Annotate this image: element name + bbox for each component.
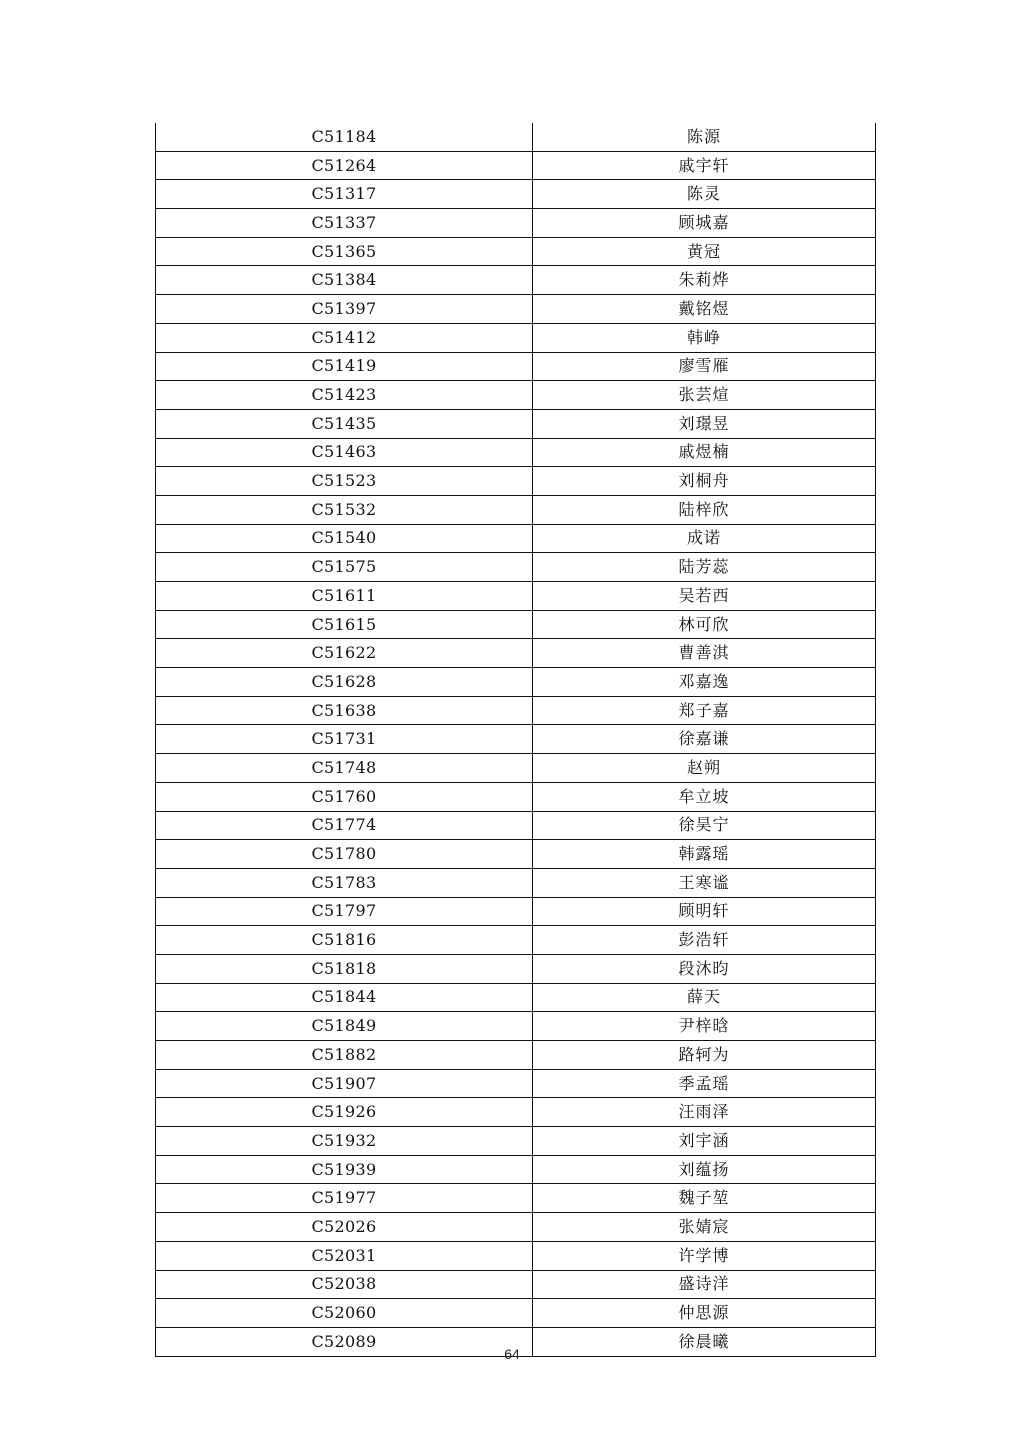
table-row [156,524,876,553]
student-name-cell: 陆梓欣 [533,495,876,524]
student-name-cell: 戚宇轩 [533,151,876,180]
student-name-cell: 盛诗洋 [533,1270,876,1299]
student-name-cell: 仲思源 [533,1299,876,1328]
student-id-cell: C51638 [156,696,533,725]
student-id-cell: C51849 [156,1012,533,1041]
student-name-cell: 薛天 [533,983,876,1012]
student-name-cell: 顾城嘉 [533,209,876,238]
student-name-cell: 尹梓晗 [533,1012,876,1041]
student-name-cell: 路轲为 [533,1041,876,1070]
table-row [156,954,876,983]
table-row [156,409,876,438]
student-name-cell: 吴若西 [533,582,876,611]
student-id-cell: C51264 [156,151,533,180]
table-row [156,209,876,238]
student-name-cell: 郑子嘉 [533,696,876,725]
student-id-cell: C51926 [156,1098,533,1127]
table-row [156,180,876,209]
table-row [156,323,876,352]
student-name-cell: 成诺 [533,524,876,553]
student-id-cell: C51844 [156,983,533,1012]
table-row [156,495,876,524]
student-id-cell: C51977 [156,1184,533,1213]
table-row [156,926,876,955]
table-row [156,352,876,381]
table-row [156,1241,876,1270]
student-id-cell: C51731 [156,725,533,754]
student-name-cell: 顾明轩 [533,897,876,926]
table-row [156,1098,876,1127]
student-id-cell: C51463 [156,438,533,467]
student-id-cell: C51882 [156,1041,533,1070]
student-id-cell: C52060 [156,1299,533,1328]
student-id-cell: C51939 [156,1155,533,1184]
table-row [156,754,876,783]
student-id-cell: C51628 [156,668,533,697]
student-name-cell: 刘桐舟 [533,467,876,496]
student-name-cell: 魏子堃 [533,1184,876,1213]
student-name-cell: 邓嘉逸 [533,668,876,697]
table-row [156,582,876,611]
student-name-cell: 张芸煊 [533,381,876,410]
student-name-cell: 徐晨曦 [533,1327,876,1356]
student-name-cell: 戚煜楠 [533,438,876,467]
student-name-cell: 廖雪雁 [533,352,876,381]
student-id-cell: C51818 [156,954,533,983]
student-name-cell: 曹善淇 [533,639,876,668]
table-row [156,1127,876,1156]
table-row [156,983,876,1012]
table-row [156,668,876,697]
roster-table [155,123,876,1357]
student-id-cell: C52038 [156,1270,533,1299]
table-row [156,782,876,811]
table-row [156,696,876,725]
student-id-cell: C51419 [156,352,533,381]
student-id-cell: C52089 [156,1327,533,1356]
student-name-cell: 刘蕴扬 [533,1155,876,1184]
student-id-cell: C51783 [156,868,533,897]
student-name-cell: 赵朔 [533,754,876,783]
table-row [156,1155,876,1184]
student-id-cell: C51816 [156,926,533,955]
student-name-cell: 陈灵 [533,180,876,209]
student-id-cell: C51611 [156,582,533,611]
student-id-cell: C51532 [156,495,533,524]
student-name-cell: 朱莉烨 [533,266,876,295]
table-row [156,1012,876,1041]
table-row [156,123,876,151]
student-id-cell: C51780 [156,840,533,869]
student-id-cell: C51365 [156,237,533,266]
student-id-cell: C51523 [156,467,533,496]
table-row [156,438,876,467]
student-name-cell: 戴铭煜 [533,295,876,324]
table-row [156,381,876,410]
student-id-cell: C51932 [156,1127,533,1156]
roster-table-body [156,123,876,1356]
student-name-cell: 陈源 [533,123,876,151]
table-row [156,897,876,926]
table-row [156,811,876,840]
student-id-cell: C52031 [156,1241,533,1270]
table-row [156,840,876,869]
table-row [156,1213,876,1242]
student-id-cell: C51184 [156,123,533,151]
student-name-cell: 陆芳蕊 [533,553,876,582]
student-name-cell: 黄冠 [533,237,876,266]
page-number: 64 [504,1346,520,1362]
student-name-cell: 季孟瑶 [533,1069,876,1098]
student-id-cell: C51615 [156,610,533,639]
student-name-cell: 林可欣 [533,610,876,639]
table-row [156,1041,876,1070]
table-row [156,610,876,639]
student-name-cell: 徐昊宁 [533,811,876,840]
table-row [156,1270,876,1299]
table-row [156,1299,876,1328]
student-name-cell: 段沐昀 [533,954,876,983]
table-row [156,237,876,266]
student-id-cell: C51575 [156,553,533,582]
table-row [156,266,876,295]
table-row [156,1184,876,1213]
table-row [156,553,876,582]
student-name-cell: 彭浩轩 [533,926,876,955]
student-id-cell: C51412 [156,323,533,352]
student-id-cell: C52026 [156,1213,533,1242]
table-row [156,725,876,754]
table-row [156,1069,876,1098]
table-row [156,467,876,496]
student-id-cell: C51435 [156,409,533,438]
student-id-cell: C51760 [156,782,533,811]
student-name-cell: 刘璟昱 [533,409,876,438]
student-name-cell: 韩峥 [533,323,876,352]
student-id-cell: C51384 [156,266,533,295]
table-row [156,295,876,324]
student-id-cell: C51423 [156,381,533,410]
student-name-cell: 韩露瑶 [533,840,876,869]
student-name-cell: 汪雨泽 [533,1098,876,1127]
student-id-cell: C51317 [156,180,533,209]
student-id-cell: C51397 [156,295,533,324]
table-row [156,639,876,668]
table-row [156,151,876,180]
student-name-cell: 刘宇涵 [533,1127,876,1156]
student-id-cell: C51907 [156,1069,533,1098]
student-id-cell: C51540 [156,524,533,553]
student-name-cell: 徐嘉谦 [533,725,876,754]
student-name-cell: 牟立坡 [533,782,876,811]
student-id-cell: C51797 [156,897,533,926]
student-id-cell: C51748 [156,754,533,783]
student-id-cell: C51622 [156,639,533,668]
student-name-cell: 张婧宸 [533,1213,876,1242]
student-id-cell: C51337 [156,209,533,238]
student-name-cell: 王寒谧 [533,868,876,897]
table-row [156,868,876,897]
student-name-cell: 许学博 [533,1241,876,1270]
student-id-cell: C51774 [156,811,533,840]
